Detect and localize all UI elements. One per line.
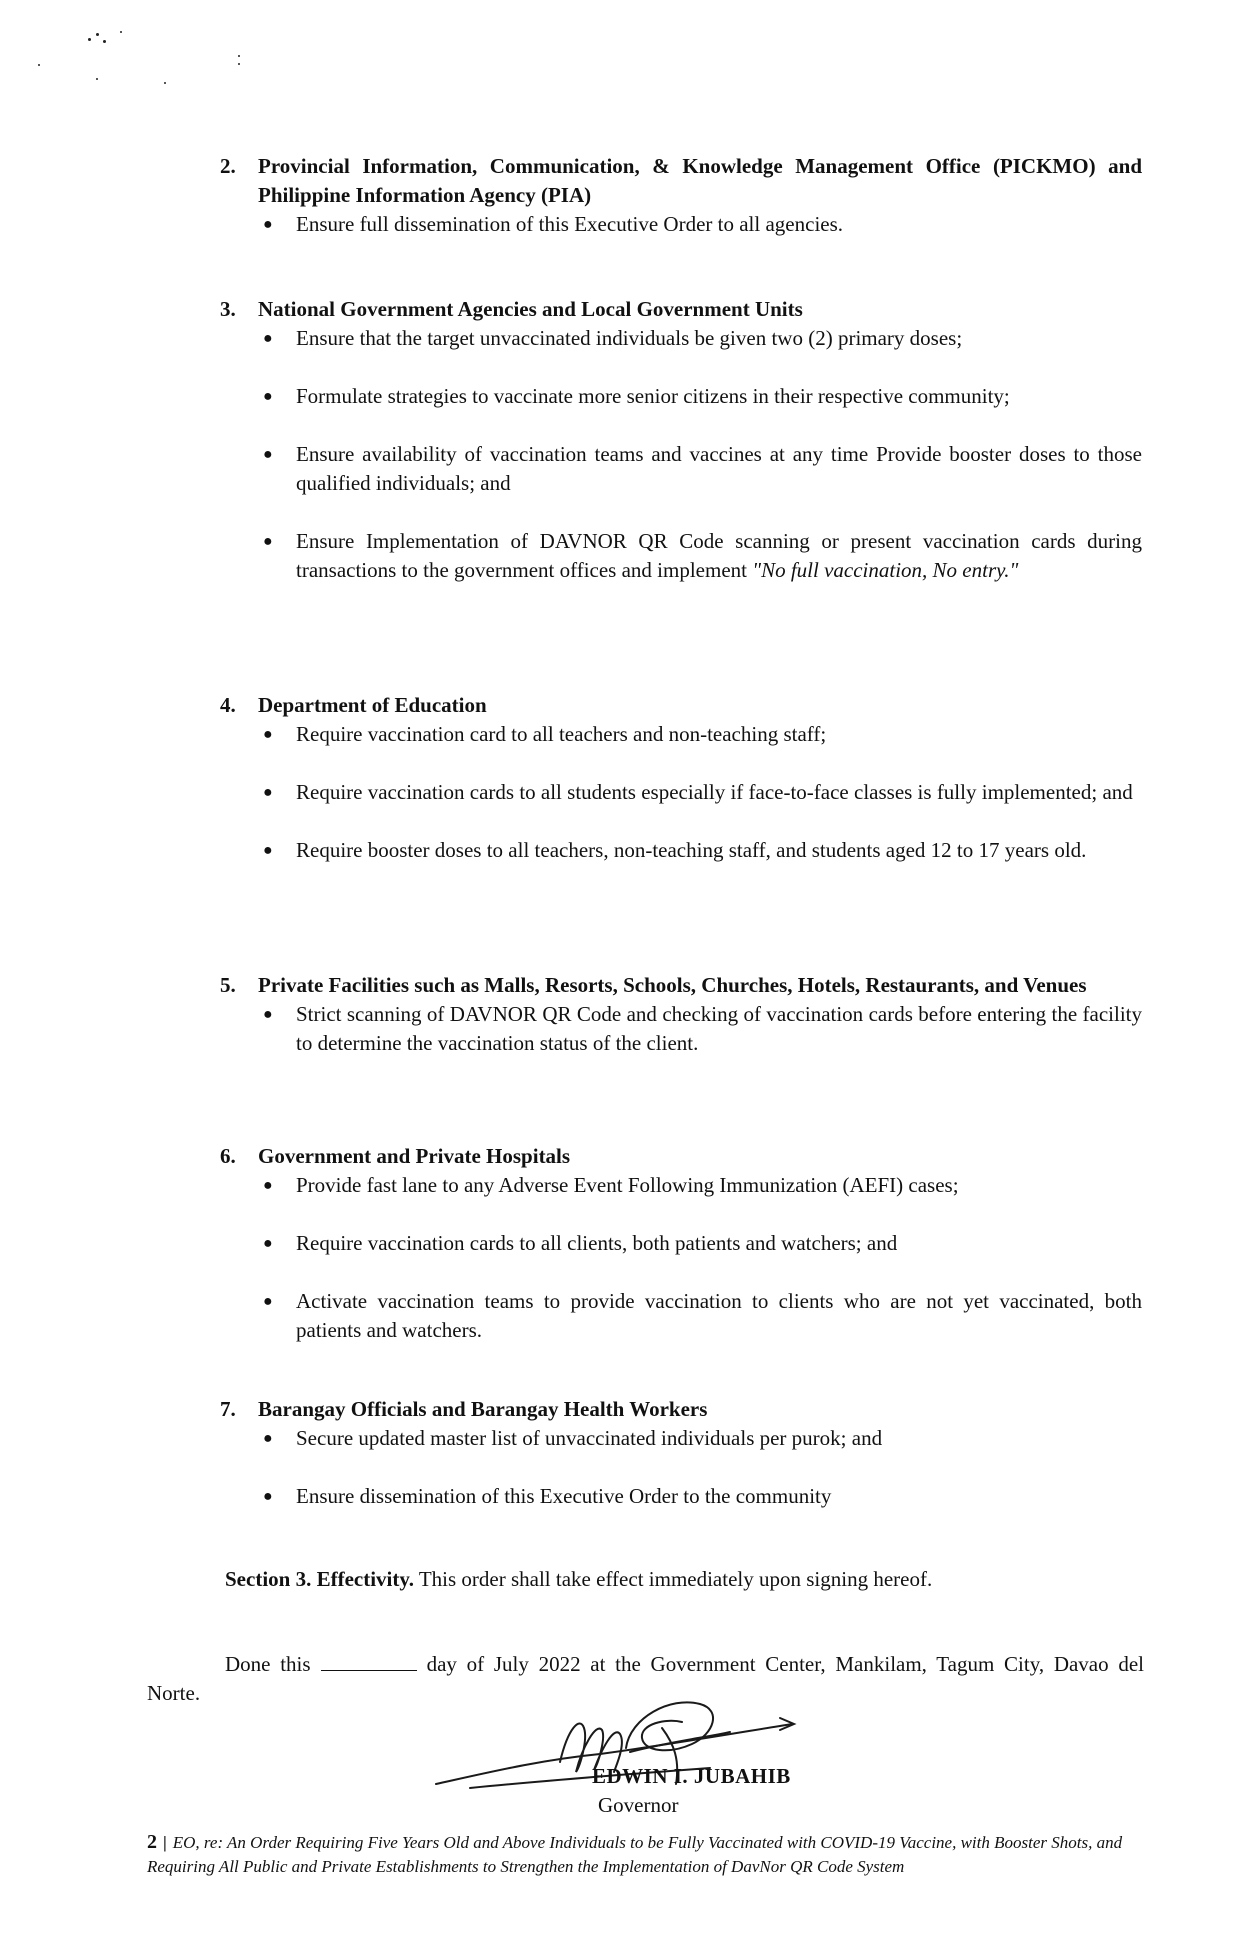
list-item: [263, 210, 1142, 239]
list-item: [263, 382, 1142, 411]
bullet-text: Require vaccination card to all teachers and non-teaching staff;: [296, 722, 827, 746]
bullet-list: [220, 1171, 1142, 1345]
section-number: 5.: [220, 973, 236, 997]
section-number: 3.: [220, 297, 236, 321]
section-3: [220, 295, 1142, 585]
bullet-icon: ●: [263, 330, 273, 347]
bullet-list: [220, 1000, 1142, 1058]
bullet-text: Ensure dissemination of this Executive Order to the community: [296, 1484, 832, 1508]
section-2: [220, 152, 1142, 239]
bullet-icon: ●: [263, 1177, 273, 1194]
section-heading: [220, 1395, 1142, 1424]
scan-speck: [96, 78, 98, 80]
section-heading: [220, 152, 1142, 210]
section-title: National Government Agencies and Local Government Units: [258, 297, 803, 321]
signatory-name: EDWIN I. JUBAHIB: [592, 1764, 791, 1788]
scan-speck: [120, 31, 122, 33]
bullet-text: Secure updated master list of unvaccinated individuals per purok; and: [296, 1426, 883, 1450]
section-number: 6.: [220, 1144, 236, 1168]
bullet-icon: ●: [263, 784, 273, 801]
scan-speck: [238, 63, 240, 65]
bullet-text-plain: Ensure Implementation of DAVNOR QR Code scanning or present vaccination cards during transactions to the government offices and implement: [296, 529, 1142, 582]
bullet-list: [220, 324, 1142, 585]
effectivity-paragraph: [225, 1565, 1145, 1594]
section-5: [220, 971, 1142, 1058]
section-title: Barangay Officials and Barangay Health Workers: [258, 1397, 708, 1421]
section-heading: [220, 971, 1142, 1000]
section-heading: [220, 1142, 1142, 1171]
bullet-text: Ensure availability of vaccination teams and vaccines at any time Provide booster doses to those qualified individuals; and: [296, 442, 1142, 495]
bullet-text: [296, 527, 1142, 585]
section-heading: [220, 295, 1142, 324]
scan-speck: [238, 55, 240, 57]
bullet-list: [220, 1424, 1142, 1511]
list-item: [263, 527, 1142, 585]
done-text-before: Done this: [225, 1652, 311, 1676]
section-number: 2.: [220, 154, 236, 178]
section-heading: [220, 691, 1142, 720]
page-footer: [147, 1830, 1147, 1879]
page-number: 2: [147, 1831, 157, 1853]
bullet-icon: ●: [263, 726, 273, 743]
bullet-icon: ●: [263, 216, 273, 233]
section-title: Government and Private Hospitals: [258, 1144, 571, 1168]
bullet-icon: ●: [263, 388, 273, 405]
list-item: [263, 324, 1142, 353]
bullet-text: Activate vaccination teams to provide vaccination to clients who are not yet vaccinated, both patients and watchers.: [296, 1289, 1142, 1342]
list-item: [263, 1171, 1142, 1200]
bullet-icon: ●: [263, 842, 273, 859]
list-item: [263, 778, 1142, 807]
effectivity-text: This order shall take effect immediately upon signing hereof.: [413, 1567, 933, 1591]
bullet-text: Formulate strategies to vaccinate more senior citizens in their respective community;: [296, 384, 1010, 408]
section-4: [220, 691, 1142, 865]
list-item: [263, 720, 1142, 749]
bullet-text: Ensure that the target unvaccinated individuals be given two (2) primary doses;: [296, 326, 963, 350]
bullet-list: [220, 210, 1142, 239]
bullet-icon: ●: [263, 446, 273, 463]
bullet-icon: ●: [263, 1430, 273, 1447]
section-7: [220, 1395, 1142, 1511]
list-item: [263, 1229, 1142, 1258]
bullet-text: Strict scanning of DAVNOR QR Code and checking of vaccination cards before entering the facility to determine the vaccination status of the client.: [296, 1002, 1142, 1055]
bullet-text: Provide fast lane to any Adverse Event Following Immunization (AEFI) cases;: [296, 1173, 959, 1197]
section-number: 4.: [220, 693, 236, 717]
bullet-text-italic: "No full vaccination, No entry.": [752, 558, 1019, 582]
scan-speck: [38, 64, 40, 66]
footer-text: EO, re: An Order Requiring Five Years Old and Above Individuals to be Fully Vaccinated with COVID-19 Vaccine, with Booster Shots, and Requiring All Public and Private Establishments to Strengthen the Implementation of DavNor QR Code System: [147, 1833, 1123, 1876]
bullet-text: Require booster doses to all teachers, non-teaching staff, and students aged 12 to 17 years old.: [296, 838, 1087, 862]
section-title: Provincial Information, Communication, & Knowledge Management Office (PICKMO) and Philippine Information Agency (PIA): [258, 154, 1142, 207]
bullet-icon: ●: [263, 1006, 273, 1023]
bullet-text: Ensure full dissemination of this Executive Order to all agencies.: [296, 212, 844, 236]
list-item: [263, 1287, 1142, 1345]
list-item: [263, 1424, 1142, 1453]
signatory-title: Governor: [598, 1793, 679, 1817]
done-text-after: day of July 2022 at the Government Center, Mankilam, Tagum City, Davao del Norte.: [147, 1652, 1145, 1705]
bullet-text: Require vaccination cards to all clients, both patients and watchers; and: [296, 1231, 898, 1255]
bullet-icon: ●: [263, 1488, 273, 1505]
bullet-text: Require vaccination cards to all students especially if face-to-face classes is fully implemented; and: [296, 780, 1133, 804]
footer-separator: |: [163, 1833, 167, 1852]
bullet-list: [220, 720, 1142, 865]
section-title: Private Facilities such as Malls, Resorts, Schools, Churches, Hotels, Restaurants, and Venues: [258, 973, 1087, 997]
list-item: [263, 836, 1142, 865]
section-6: [220, 1142, 1142, 1345]
day-blank-line: [321, 1650, 417, 1671]
section-number: 7.: [220, 1397, 236, 1421]
bullet-icon: ●: [263, 1293, 273, 1310]
list-item: [263, 1482, 1142, 1511]
scan-speck: [103, 40, 106, 43]
effectivity-label: Section 3. Effectivity.: [225, 1567, 414, 1591]
scan-speck: [164, 82, 166, 84]
bullet-icon: ●: [263, 533, 273, 550]
list-item: [263, 440, 1142, 498]
scan-speck: [88, 38, 91, 41]
section-title: Department of Education: [258, 693, 487, 717]
bullet-icon: ●: [263, 1235, 273, 1252]
list-item: [263, 1000, 1142, 1058]
scan-speck: [96, 33, 99, 36]
